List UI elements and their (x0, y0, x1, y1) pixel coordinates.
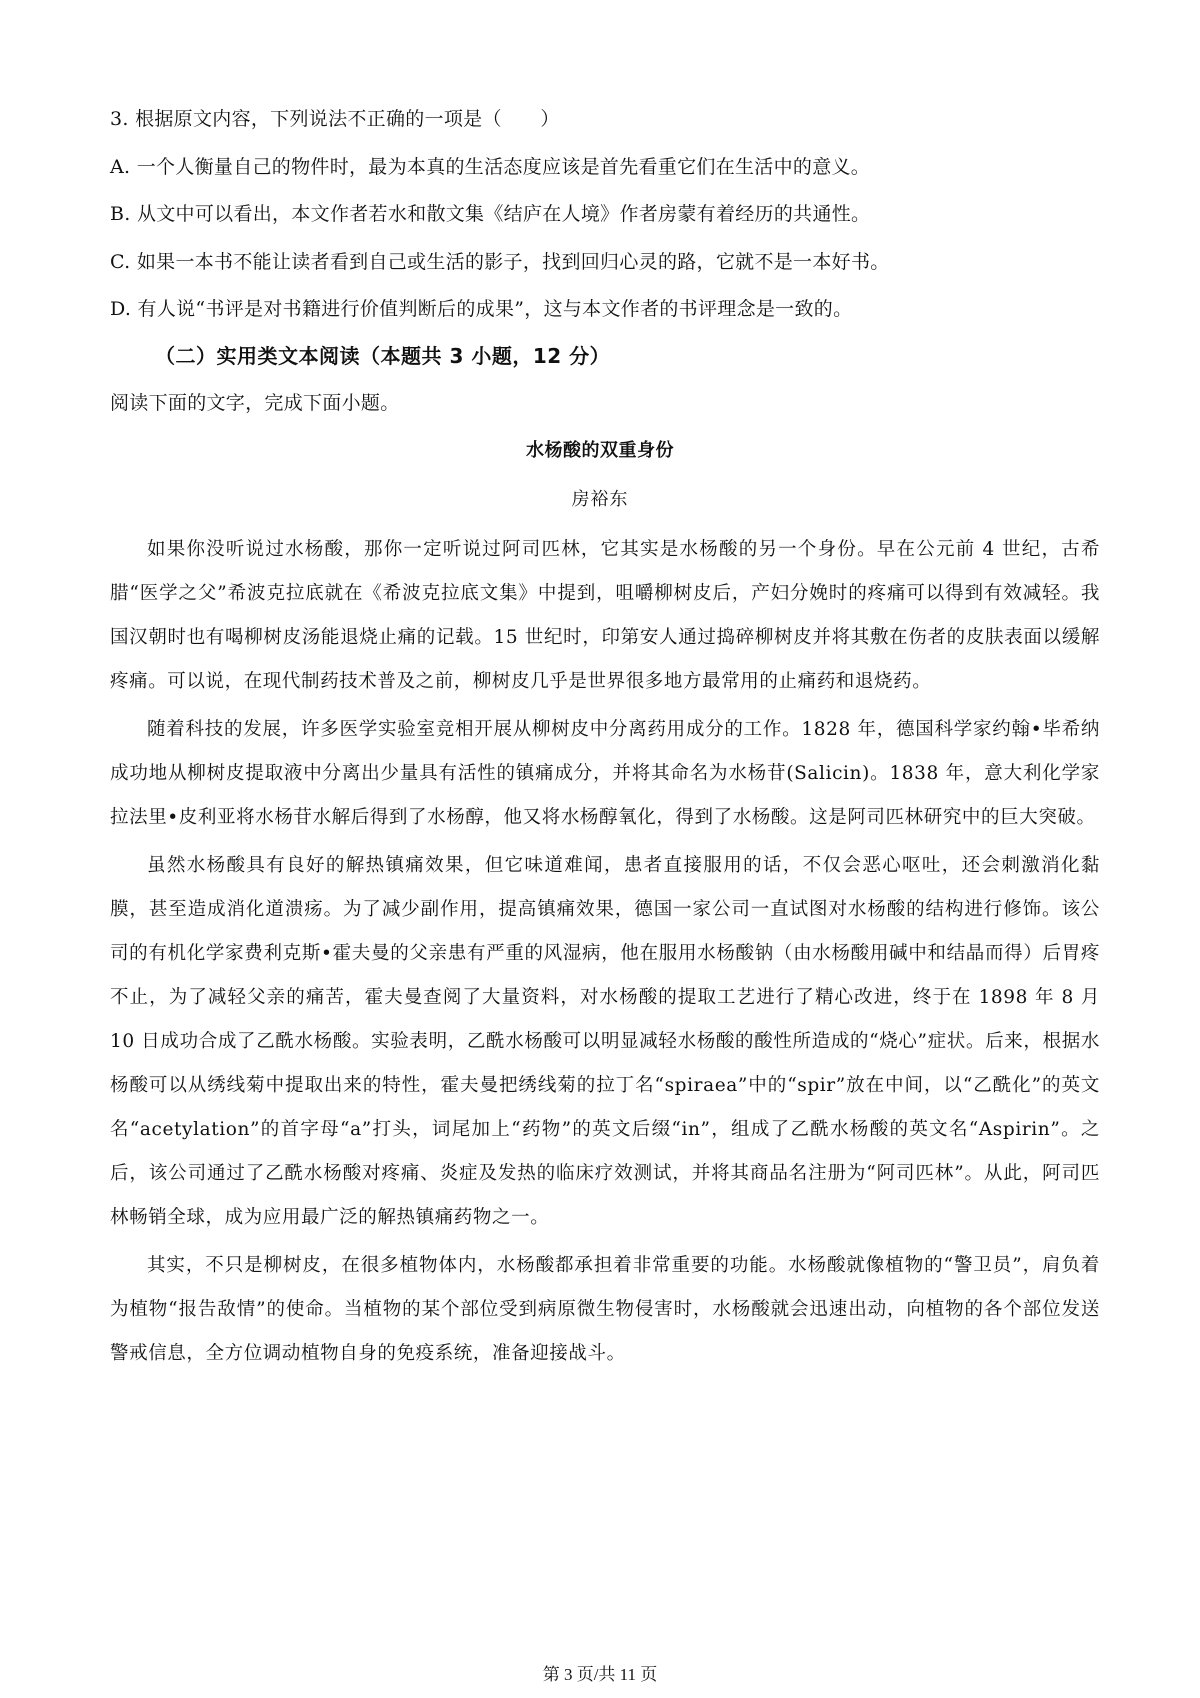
option-c: C. 如果一本书不能让读者看到自己或生活的影子，找到回归心灵的路，它就不是一本好书。 (110, 250, 890, 273)
article-paragraph-4: 其实，不只是柳树皮，在很多植物体内，水杨酸都承担着非常重要的功能。水杨酸就像植物的“警卫员”，肩负着为植物“报告敌情”的使命。当植物的某个部位受到病原微生物侵害时，水杨酸就会迅速出动，向植物的各个部位发送警戒信息，全方位调动植物自身的免疫系统，准备迎接战斗。 (110, 1255, 1100, 1364)
article-title: 水杨酸的双重身份 (526, 440, 674, 461)
section-title: （二）实用类文本阅读（本题共 3 小题，12 分） (155, 344, 611, 368)
article-paragraph-1: 如果你没听说过水杨酸，那你一定听说过阿司匹林，它其实是水杨酸的另一个身份。早在公元前 4 世纪，古希腊“医学之父”希波克拉底就在《希波克拉底文集》中提到，咀嚼柳树皮后，产妇分娩时的疼痛可以得到有效减轻。我国汉朝时也有喝柳树皮汤能退烧止痛的记载。15 世纪时，印第安人通过捣碎柳树皮并将其敷在伤者的皮肤表面以缓解疼痛。可以说，在现代制药技术普及之前，柳树皮几乎是世界很多地方最常用的止痛药和退烧药。 (110, 539, 1100, 692)
option-d: D. 有人说“书评是对书籍进行价值判断后的成果”，这与本文作者的书评理念是一致的。 (110, 298, 853, 321)
article-author: 房裕东 (571, 489, 629, 510)
option-b: B. 从文中可以看出，本文作者若水和散文集《结庐在人境》作者房蒙有着经历的共通性。 (110, 203, 871, 226)
question-3 (110, 96, 1100, 334)
section-instruction: 阅读下面的文字，完成下面小题。 (110, 392, 400, 414)
article-paragraph-3: 虽然水杨酸具有良好的解热镇痛效果，但它味道难闻，患者直接服用的话，不仅会恶心呕吐，还会刺激消化黏膜，甚至造成消化道溃疡。为了减少副作用，提高镇痛效果，德国一家公司一直试图对水杨酸的结构进行修饰。该公司的有机化学家费利克斯•霍夫曼的父亲患有严重的风湿病，他在服用水杨酸钠（由水杨酸用碱中和结晶而得）后胃疼不止，为了减轻父亲的痛苦，霍夫曼查阅了大量资料，对水杨酸的提取工艺进行了精心改进，终于在 1898 年 8 月 10 日成功合成了乙酰水杨酸。实验表明，乙酰水杨酸可以明显减轻水杨酸的酸性所造成的“烧心”症状。后来，根据水杨酸可以从绣线菊中提取出来的特性，霍夫曼把绣线菊的拉丁名“spiraea”中的“spir”放在中间，以“乙酰化”的英文名“acetylation”的首字母“a”打头，词尾加上“药物”的英文后缀“in”，组成了乙酰水杨酸的英文名“Aspirin”。之后，该公司通过了乙酰水杨酸对疼痛、炎症及发热的临床疗效测试，并将其商品名注册为“阿司匹林”。从此，阿司匹林畅销全球，成为应用最广泛的解热镇痛药物之一。 (110, 855, 1100, 1228)
article-paragraph-2: 随着科技的发展，许多医学实验室竞相开展从柳树皮中分离药用成分的工作。1828 年，德国科学家约翰•毕希纳成功地从柳树皮提取液中分离出少量具有活性的镇痛成分，并将其命名为水杨苷(Salicin)。1838 年，意大利化学家拉法里•皮利亚将水杨苷水解后得到了水杨醇，他又将水杨醇氧化，得到了水杨酸。这是阿司匹林研究中的巨大突破。 (110, 719, 1100, 828)
option-a: A. 一个人衡量自己的物件时，最为本真的生活态度应该是首先看重它们在生活中的意义。 (110, 155, 871, 178)
question-stem: 3. 根据原文内容，下列说法不正确的一项是（ ） (110, 108, 560, 130)
page-number: 第 3 页/共 11 页 (542, 1665, 658, 1684)
article-body (110, 528, 1100, 1376)
